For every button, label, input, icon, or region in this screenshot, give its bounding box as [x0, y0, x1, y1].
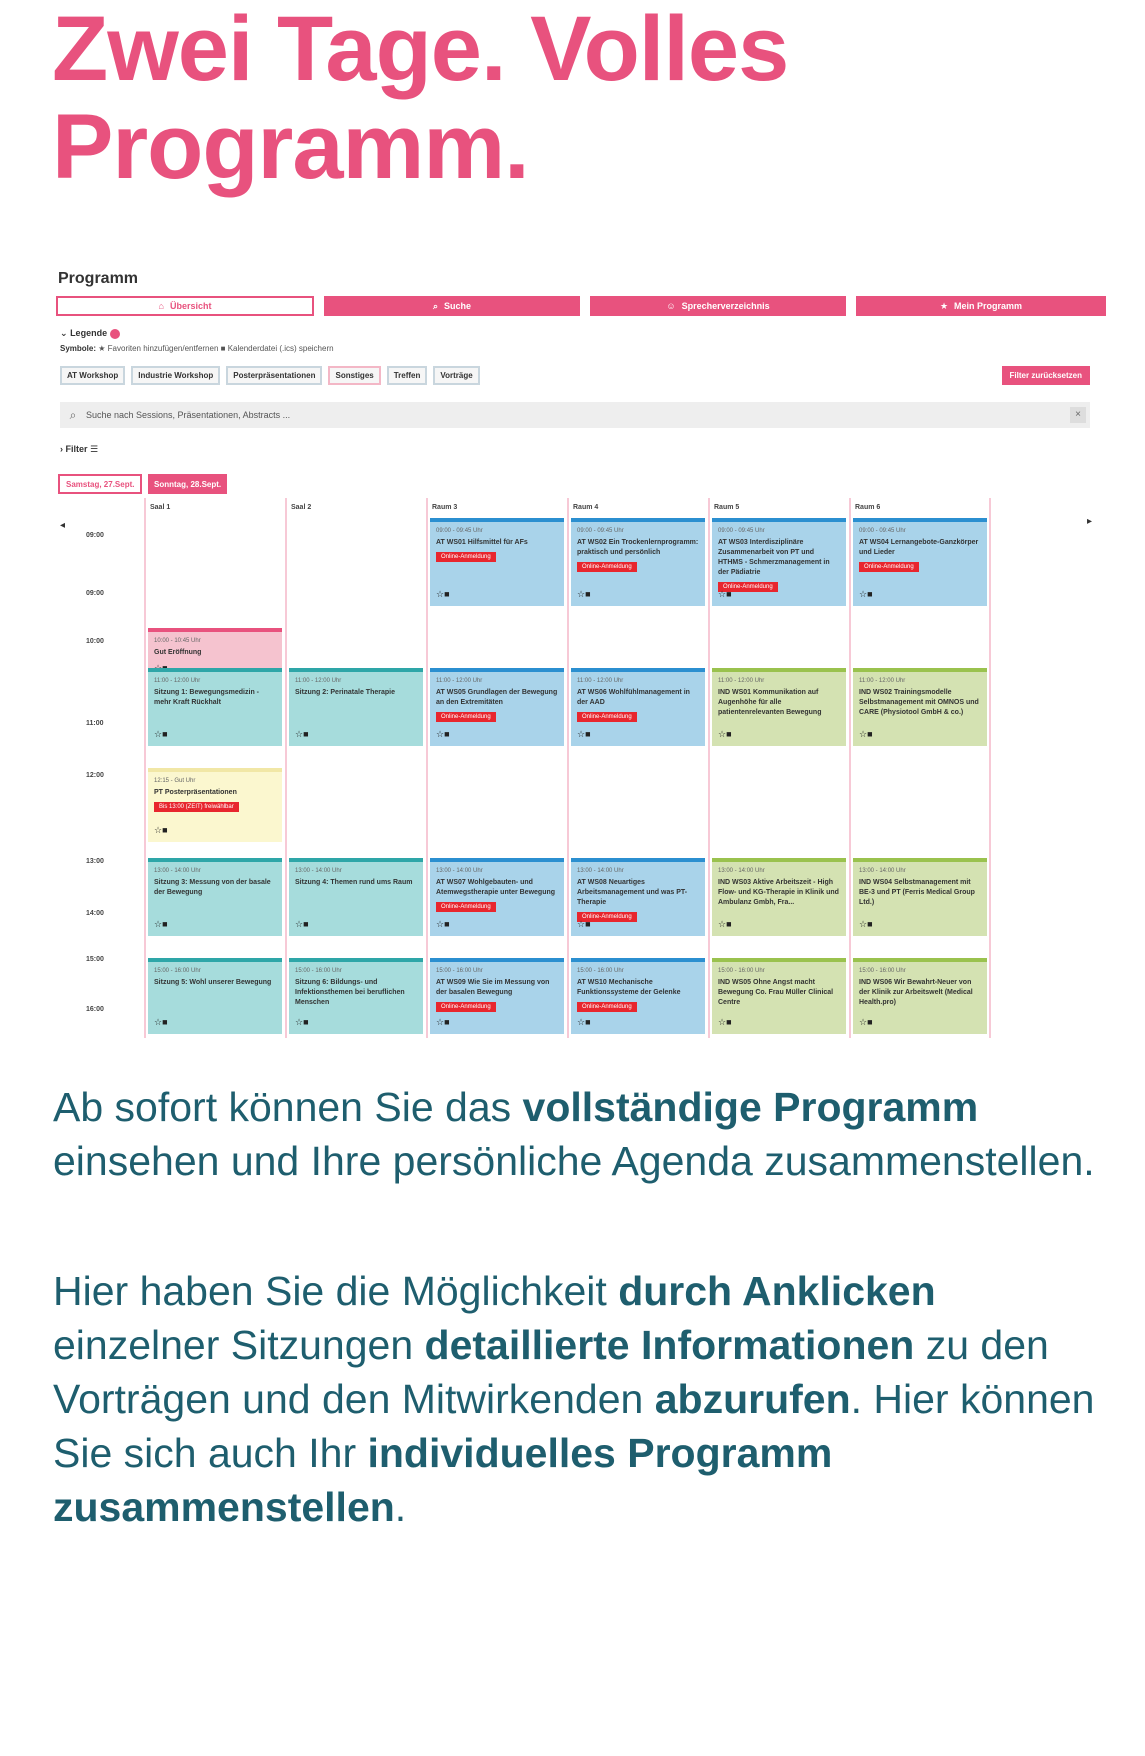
info-icon — [110, 329, 120, 339]
tag-at-workshop[interactable]: AT Workshop — [60, 366, 125, 385]
tag-treffen[interactable]: Treffen — [387, 366, 428, 385]
session-title: Sitzung 1: Bewegungsmedizin - mehr Kraft Rückhalt — [154, 689, 260, 706]
tag-posterpraesentationen[interactable]: Posterpräsentationen — [226, 366, 322, 385]
favorite-calendar-icons[interactable]: ☆■ — [436, 919, 450, 929]
favorite-calendar-icons[interactable]: ☆■ — [436, 589, 450, 599]
session-card[interactable] — [571, 668, 705, 746]
time-label: 10:00 — [86, 638, 104, 645]
home-icon: ⌂ — [158, 301, 164, 311]
session-badge: Bis 13:00 (ZEIT) freiwählbar — [154, 802, 239, 812]
category-tags — [60, 366, 480, 385]
time-label: 13:00 — [86, 858, 104, 865]
chevron-right-icon: › — [60, 444, 63, 454]
favorite-calendar-icons[interactable]: ☆■ — [718, 589, 732, 599]
session-title: IND WS06 Wir Bewahrt-Neuer von der Klinik zur Arbeitswelt (Medical Health.pro) — [859, 979, 973, 1006]
favorite-calendar-icons[interactable]: ☆■ — [154, 825, 168, 835]
toolbar-speakers-label: Sprecherverzeichnis — [681, 301, 770, 311]
favorite-calendar-icons[interactable]: ☆■ — [718, 1017, 732, 1027]
legend-toggle[interactable] — [60, 328, 120, 339]
session-title: PT Posterpräsentationen — [154, 789, 237, 796]
legend-label: Legende — [70, 328, 108, 338]
time-label: 09:00 — [86, 590, 104, 597]
filter-list-icon: ☰ — [90, 444, 99, 454]
favorite-calendar-icons[interactable]: ☆■ — [859, 919, 873, 929]
session-title: AT WS06 Wohlfühlmanagement in der AAD — [577, 689, 690, 706]
calendar-icon: ■ — [220, 344, 226, 353]
favorite-calendar-icons[interactable]: ☆■ — [154, 1017, 168, 1027]
star-icon: ★ — [939, 300, 949, 311]
column-divider — [285, 498, 287, 1038]
session-badge: Online-Anmeldung — [577, 562, 637, 572]
toolbar-search-button[interactable] — [324, 296, 580, 316]
session-time: 15:00 - 16:00 Uhr — [718, 968, 765, 974]
favorite-calendar-icons[interactable]: ☆■ — [154, 919, 168, 929]
session-title: Gut Eröffnung — [154, 649, 202, 656]
session-time: 13:00 - 14:00 Uhr — [577, 868, 624, 874]
session-card[interactable] — [148, 858, 282, 936]
column-divider — [849, 498, 851, 1038]
session-badge: Online-Anmeldung — [577, 712, 637, 722]
scroll-right-icon[interactable]: ▸ — [1086, 516, 1092, 527]
day-tab-sunday[interactable]: Sonntag, 28.Sept. — [148, 474, 227, 494]
session-time: 09:00 - 09:45 Uhr — [577, 528, 624, 534]
scroll-left-icon[interactable]: ◂ — [60, 520, 66, 531]
column-header: Raum 3 — [432, 504, 458, 511]
filter-reset-button[interactable]: Filter zurücksetzen — [1002, 366, 1090, 385]
favorite-calendar-icons[interactable]: ☆■ — [577, 729, 591, 739]
favorite-calendar-icons[interactable]: ☆■ — [436, 1017, 450, 1027]
session-badge: Online-Anmeldung — [436, 712, 496, 722]
session-title: AT WS04 Lernangebote-Ganzkörper und Lieder — [859, 539, 979, 556]
session-time: 11:00 - 12:00 Uhr — [295, 678, 342, 684]
session-time: 11:00 - 12:00 Uhr — [436, 678, 483, 684]
session-card[interactable] — [712, 858, 846, 936]
session-title: Sitzung 6: Bildungs- und Infektionsthemen bei beruflichen Menschen — [295, 979, 405, 1006]
session-badge: Online-Anmeldung — [436, 1002, 496, 1012]
column-header: Raum 5 — [714, 504, 740, 511]
session-badge: Online-Anmeldung — [436, 902, 496, 912]
headline-line-2: Programm. — [52, 96, 529, 198]
details-bold-2: detaillierte Informationen — [424, 1322, 915, 1368]
session-search-input[interactable] — [60, 402, 1090, 428]
program-screenshot — [56, 262, 1106, 1132]
page-headline — [52, 0, 1092, 196]
session-time: 09:00 - 09:45 Uhr — [436, 528, 483, 534]
session-card[interactable] — [430, 518, 564, 606]
symbols-favorites-text: Favoriten hinzufügen/entfernen — [107, 344, 219, 353]
intro-bold-1: vollständige Programm — [522, 1084, 979, 1130]
intro-paragraph — [53, 1080, 1113, 1188]
session-card[interactable] — [853, 668, 987, 746]
clear-icon[interactable]: × — [1070, 407, 1086, 423]
toolbar-my-program-label: Mein Programm — [954, 301, 1023, 311]
session-time: 11:00 - 12:00 Uhr — [859, 678, 906, 684]
time-label: 16:00 — [86, 1006, 104, 1013]
session-title: AT WS09 Wie Sie im Messung von der basalen Bewegung — [436, 979, 550, 996]
favorite-calendar-icons[interactable]: ☆■ — [718, 729, 732, 739]
column-header: Raum 4 — [573, 504, 599, 511]
session-title: IND WS05 Ohne Angst macht Bewegung Co. Frau Müller Clinical Centre — [718, 979, 834, 1006]
session-title: IND WS04 Selbstmanagement mit BE-3 und PT (Ferris Medical Group Ltd.) — [859, 879, 975, 906]
session-time: 15:00 - 16:00 Uhr — [577, 968, 624, 974]
session-badge: Online-Anmeldung — [577, 912, 637, 922]
search-icon: ⌕ — [432, 300, 439, 311]
details-bold-3: abzurufen — [654, 1376, 851, 1422]
tag-industrie-workshop[interactable]: Industrie Workshop — [131, 366, 220, 385]
session-title: IND WS03 Aktive Arbeitszeit - High Flow- und KG-Therapie in Klinik und Ambulanz Gmbh, Fra... — [718, 879, 839, 906]
details-text-5: . — [394, 1484, 407, 1530]
search-icon: ⌕ — [69, 407, 77, 422]
headline-line-1: Zwei Tage. Volles — [52, 0, 789, 100]
column-header: Raum 6 — [855, 504, 881, 511]
session-time: 13:00 - 14:00 Uhr — [436, 868, 483, 874]
session-card[interactable] — [148, 768, 282, 842]
session-time: 09:00 - 09:45 Uhr — [718, 528, 765, 534]
session-title: AT WS01 Hilfsmittel für AFs — [436, 539, 528, 546]
details-text-2: einzelner Sitzungen — [53, 1322, 425, 1368]
toolbar-search-label: Suche — [444, 301, 472, 311]
column-divider — [426, 498, 428, 1038]
time-label: 12:00 — [86, 772, 104, 779]
favorite-calendar-icons[interactable]: ☆■ — [295, 919, 309, 929]
session-card[interactable] — [853, 858, 987, 936]
session-title: IND WS01 Kommunikation auf Augenhöhe für alle patientenrelevanten Bewegung — [718, 689, 822, 716]
search-placeholder: Suche nach Sessions, Präsentationen, Abstracts ... — [86, 410, 291, 420]
session-time: 11:00 - 12:00 Uhr — [154, 678, 201, 684]
favorite-calendar-icons[interactable]: ☆■ — [577, 1017, 591, 1027]
session-time: 10:00 - 10:45 Uhr — [154, 638, 201, 644]
details-text-1: Hier haben Sie die Möglichkeit — [53, 1268, 619, 1314]
favorite-calendar-icons[interactable]: ☆■ — [718, 919, 732, 929]
session-title: AT WS02 Ein Trockenlernprogramm: praktisch und persönlich — [577, 539, 699, 556]
session-title: AT WS05 Grundlagen der Bewegung an den Extremitäten — [436, 689, 558, 706]
session-card[interactable] — [571, 858, 705, 936]
session-title: AT WS03 Interdisziplinäre Zusammenarbeit von PT und HTHMS - Schmerzmanagement in der Pädiatrie — [718, 539, 830, 576]
filter-toggle[interactable] — [60, 444, 98, 455]
session-time: 13:00 - 14:00 Uhr — [295, 868, 342, 874]
favorite-calendar-icons[interactable]: ☆■ — [859, 589, 873, 599]
intro-text-2: einsehen und Ihre persönliche Agenda zusammenstellen. — [53, 1138, 1095, 1184]
session-time: 15:00 - 16:00 Uhr — [154, 968, 201, 974]
session-card[interactable] — [712, 668, 846, 746]
session-title: Sitzung 4: Themen rund ums Raum — [295, 879, 413, 886]
session-card[interactable] — [430, 668, 564, 746]
session-time: 15:00 - 16:00 Uhr — [436, 968, 483, 974]
star-icon: ★ — [98, 344, 106, 353]
session-badge: Online-Anmeldung — [718, 582, 778, 592]
symbols-legend — [60, 344, 334, 353]
session-badge: Online-Anmeldung — [577, 1002, 637, 1012]
day-tab-saturday[interactable]: Samstag, 27.Sept. — [58, 474, 142, 494]
column-header: Saal 2 — [291, 504, 312, 511]
session-title: IND WS02 Trainingsmodelle Selbstmanagement mit OMNOS und CARE (Physiotool GmbH & co.) — [859, 689, 979, 716]
session-card[interactable] — [289, 858, 423, 936]
session-badge: Online-Anmeldung — [859, 562, 919, 572]
favorite-calendar-icons[interactable]: ☆■ — [154, 729, 168, 739]
time-label: 11:00 — [86, 720, 104, 727]
favorite-calendar-icons[interactable]: ☆■ — [295, 1017, 309, 1027]
session-time: 11:00 - 12:00 Uhr — [577, 678, 624, 684]
details-bold-4: individuelles Programm zusammenstellen — [53, 1430, 833, 1530]
details-text-3: zu den Vorträgen und den Mitwirkenden — [53, 1322, 1049, 1422]
schedule-grid — [56, 498, 1106, 1138]
toolbar-overview-label: Übersicht — [169, 301, 212, 311]
session-card[interactable] — [148, 958, 282, 1034]
favorite-calendar-icons[interactable]: ☆■ — [436, 729, 450, 739]
tag-vortraege[interactable]: Vorträge — [433, 366, 479, 385]
session-card[interactable] — [430, 858, 564, 936]
session-title: Sitzung 5: Wohl unserer Bewegung — [154, 979, 272, 986]
symbols-calendar-text: Kalenderdatei (.ics) speichern — [227, 344, 334, 353]
time-label: 09:00 — [86, 532, 104, 539]
time-label: 14:00 — [86, 910, 104, 917]
program-title: Programm — [58, 270, 139, 287]
session-title: AT WS07 Wohlgebauten- und Atemwegstherapie unter Bewegung — [436, 879, 556, 896]
column-header: Saal 1 — [150, 504, 171, 511]
session-card[interactable] — [853, 518, 987, 606]
session-card[interactable] — [712, 958, 846, 1034]
session-card[interactable] — [289, 958, 423, 1034]
symbols-label: Symbole: — [60, 344, 97, 353]
session-title: AT WS08 Neuartiges Arbeitsmanagement und was PT-Therapie — [577, 879, 688, 906]
details-text-4: . Hier können Sie sich auch Ihr — [53, 1376, 1095, 1476]
session-time: 11:00 - 12:00 Uhr — [718, 678, 765, 684]
favorite-calendar-icons[interactable]: ☆■ — [295, 729, 309, 739]
toolbar-my-program-button[interactable] — [856, 296, 1106, 316]
column-divider — [144, 498, 146, 1038]
session-time: 15:00 - 16:00 Uhr — [859, 968, 906, 974]
column-divider — [567, 498, 569, 1038]
session-time: 13:00 - 14:00 Uhr — [859, 868, 906, 874]
favorite-calendar-icons[interactable]: ☆■ — [859, 729, 873, 739]
session-time: 12:15 - Gut Uhr — [154, 778, 196, 784]
session-card[interactable] — [853, 958, 987, 1034]
session-card[interactable] — [571, 958, 705, 1034]
toolbar-speakers-button[interactable] — [590, 296, 846, 316]
column-divider — [989, 498, 991, 1038]
column-divider — [708, 498, 710, 1038]
details-bold-1: durch Anklicken — [618, 1268, 936, 1314]
session-card[interactable] — [289, 668, 423, 746]
session-time: 15:00 - 16:00 Uhr — [295, 968, 342, 974]
details-paragraph — [53, 1264, 1113, 1534]
session-title: AT WS10 Mechanische Funktionssysteme der Gelenke — [577, 979, 681, 996]
favorite-calendar-icons[interactable]: ☆■ — [577, 919, 591, 929]
chevron-down-icon: ⌄ — [60, 328, 68, 338]
filter-label: Filter — [65, 444, 88, 454]
session-card[interactable] — [571, 518, 705, 606]
session-time: 13:00 - 14:00 Uhr — [718, 868, 765, 874]
tag-sonstiges[interactable]: Sonstiges — [328, 366, 380, 385]
people-icon: ☺ — [666, 301, 676, 311]
session-time: 09:00 - 09:45 Uhr — [859, 528, 906, 534]
favorite-calendar-icons[interactable]: ☆■ — [859, 1017, 873, 1027]
session-title: Sitzung 2: Perinatale Therapie — [295, 689, 395, 696]
favorite-calendar-icons[interactable]: ☆■ — [577, 589, 591, 599]
session-card[interactable] — [430, 958, 564, 1034]
session-card[interactable] — [712, 518, 846, 606]
time-label: 15:00 — [86, 956, 104, 963]
session-card[interactable] — [148, 668, 282, 746]
session-badge: Online-Anmeldung — [436, 552, 496, 562]
intro-text-1: Ab sofort können Sie das — [53, 1084, 523, 1130]
toolbar-overview-button[interactable] — [56, 296, 314, 316]
session-time: 13:00 - 14:00 Uhr — [154, 868, 201, 874]
session-title: Sitzung 3: Messung von der basale der Bewegung — [154, 879, 271, 896]
